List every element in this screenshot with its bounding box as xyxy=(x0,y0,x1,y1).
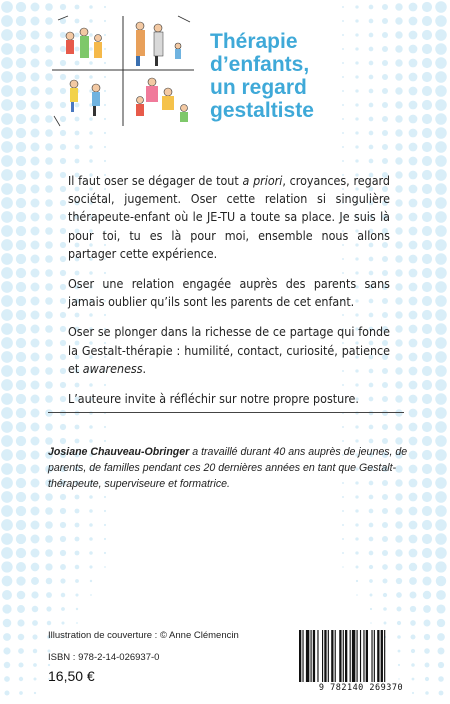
title-line: un regard xyxy=(210,76,307,99)
book-title xyxy=(210,30,420,122)
author-name: Josiane Chauveau-Obringer xyxy=(48,446,190,458)
blurb-paragraph: Oser une relation engagée auprès des parents sans jamais oublier qu’ils sont les parents de cet enfant. xyxy=(68,276,390,310)
italic-text: a priori xyxy=(242,173,283,188)
text: Oser se plonger dans la richesse de ce partage qui fonde la Gestalt-thérapie : humilité, contact, curiosité, patience et xyxy=(68,324,390,376)
cover-illustration xyxy=(48,12,198,130)
text: Il faut oser se dégager de tout xyxy=(68,173,243,188)
title-line: Thérapie xyxy=(210,30,298,53)
barcode xyxy=(297,630,425,692)
blurb-paragraph: L’auteure invite à réfléchir sur notre propre posture. xyxy=(68,391,359,407)
text: . xyxy=(142,360,147,376)
barcode-bars xyxy=(297,630,425,682)
price: 16,50 € xyxy=(48,668,95,684)
barcode-number: 9 782140 269370 xyxy=(318,683,404,693)
title-line: gestaltiste xyxy=(210,99,314,122)
blurb-paragraph xyxy=(68,172,390,263)
isbn: ISBN : 978-2-14-026937-0 xyxy=(48,652,160,663)
author-bio xyxy=(48,444,408,492)
italic-text: awareness xyxy=(82,360,143,376)
text: , croyances, regard sociétal, jugement. Oser cette relation si singulière thérapeute-enfant où le JE-TU a toute sa place. Je suis là pour toi, tu es là pour moi, ensemble nous allons partager cette expérience. xyxy=(68,173,390,261)
illustration-credit: Illustration de couverture : © Anne Clémencin xyxy=(48,630,239,641)
bio-text: a travaillé durant 40 ans auprès de jeunes, de parents, de familles pendant ces 20 dernières années en tant que Gestalt-thérapeute, superviseure et formatrice. xyxy=(48,446,408,490)
blurb-paragraph xyxy=(68,323,390,378)
divider xyxy=(48,412,404,413)
title-line: d’enfants, xyxy=(210,53,310,76)
blurb xyxy=(68,172,390,420)
